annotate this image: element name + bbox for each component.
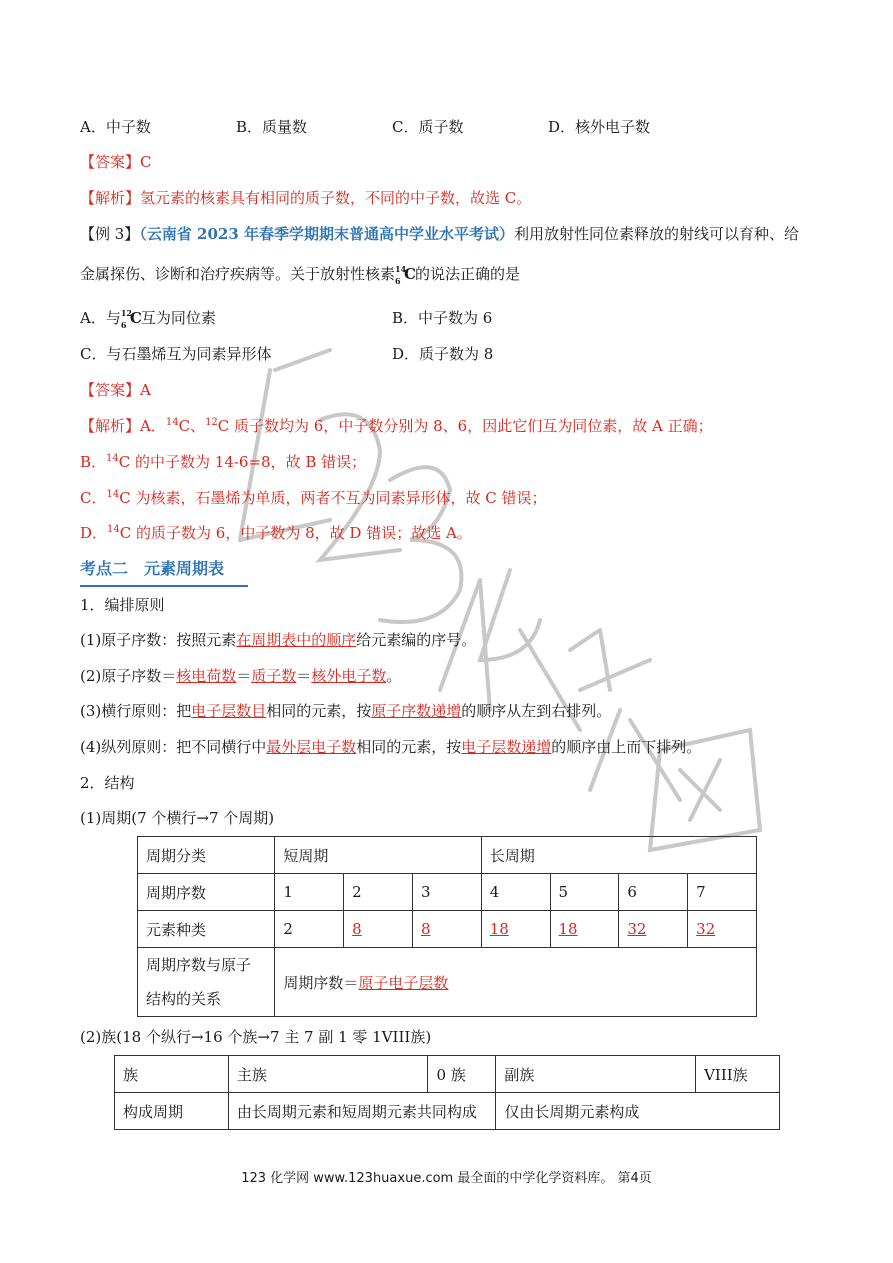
table-cell: 副族 bbox=[496, 1056, 696, 1093]
table-cell: 长周期 bbox=[481, 837, 756, 874]
prev-option-b: B．质量数 bbox=[236, 118, 308, 136]
table-cell: 周期分类 bbox=[138, 837, 275, 874]
period-caption: (1)周期(7 个横行→7 个周期) bbox=[80, 809, 275, 827]
table-cell: 18 bbox=[550, 911, 619, 948]
stem-text-b: 的说法正确的是 bbox=[415, 265, 521, 283]
page-footer: 123 化学网 www.123huaxue.com 最全面的中学化学资料库。 第4页 bbox=[241, 1171, 652, 1186]
period-table bbox=[137, 836, 757, 1017]
group-caption: (2)族(18 个纵行→16 个族→7 主 7 副 1 零 1VIII族) bbox=[80, 1028, 432, 1046]
table-cell: 1 bbox=[275, 874, 344, 911]
table-cell: 2 bbox=[275, 911, 344, 948]
table-cell: 仅由长周期元素构成 bbox=[496, 1093, 780, 1130]
answer-value: C bbox=[140, 153, 152, 171]
group-table bbox=[114, 1055, 780, 1130]
table-cell: 3 bbox=[412, 874, 481, 911]
table-cell: 构成周期 bbox=[115, 1093, 229, 1130]
prev-answer bbox=[80, 151, 152, 173]
table-cell: 32 bbox=[688, 911, 757, 948]
table-cell: VIII族 bbox=[696, 1056, 780, 1093]
prev-option-a: A．中子数 bbox=[80, 118, 151, 136]
table-row bbox=[115, 1056, 780, 1093]
example3-stem-line1 bbox=[80, 223, 799, 245]
table-cell: 6 bbox=[619, 874, 688, 911]
table-cell: 4 bbox=[481, 874, 550, 911]
prev-option-c: C．质子数 bbox=[392, 118, 464, 136]
example-source: （云南省 2023 年春季学期期末普通高中学业水平考试） bbox=[139, 225, 515, 243]
heading-2: 2．结构 bbox=[80, 774, 135, 792]
example3-option-a: A．与 12 6 C互为同位素 bbox=[80, 308, 216, 330]
example3-option-d: D．质子数为 8 bbox=[392, 345, 494, 363]
answer-label: 【答案】 bbox=[80, 153, 141, 171]
table-cell: 0 族 bbox=[428, 1056, 496, 1093]
prev-option-d: D．核外电子数 bbox=[548, 118, 651, 136]
rule-1: (1)原子序数：按照元素在周期表中的顺序给元素编的序号。 bbox=[80, 631, 477, 649]
table-cell: 元素种类 bbox=[138, 911, 275, 948]
example3-analysis-1: 【解析】A．$^{14}$C、$^{12}$C 质子数均为 6，中子数分别为 8、6，因此它们互为同位素，故 A 正确； bbox=[80, 417, 713, 435]
table-row bbox=[138, 837, 757, 874]
rule-4: (4)纵列原则：把不同横行中最外层电子数相同的元素，按电子层数递增的顺序由上而下排列。 bbox=[80, 738, 702, 756]
example3-analysis-2: B．$^{14}$C 的中子数为 14-6=8，故 B 错误； bbox=[80, 453, 367, 471]
table-cell: 由长周期元素和短周期元素共同构成 bbox=[228, 1093, 496, 1130]
table-row bbox=[138, 911, 757, 948]
table-cell: 2 bbox=[344, 874, 413, 911]
table-cell: 7 bbox=[688, 874, 757, 911]
example3-analysis-4: D．$^{14}$C 的质子数为 6，中子数为 8，故 D 错误；故选 A。 bbox=[80, 524, 472, 542]
table-cell: 8 bbox=[344, 911, 413, 948]
section-title: 考点二 元素周期表 bbox=[80, 559, 225, 578]
example3-answer: 【答案】A bbox=[80, 381, 151, 399]
watermark bbox=[180, 330, 800, 890]
table-cell: 5 bbox=[550, 874, 619, 911]
table-cell: 短周期 bbox=[275, 837, 481, 874]
table-row bbox=[138, 948, 757, 1017]
table-row bbox=[115, 1093, 780, 1130]
nuclide-c14: 14 6 C bbox=[395, 264, 416, 286]
table-cell: 18 bbox=[481, 911, 550, 948]
nuclide-c12: 12 6 C bbox=[120, 308, 142, 330]
example3-option-b: B．中子数为 6 bbox=[392, 309, 493, 327]
stem-text: 利用放射性同位素释放的射线可以育种、给 bbox=[514, 225, 800, 243]
table-cell: 周期序数 bbox=[138, 874, 275, 911]
example3-option-c: C．与石墨烯互为同素异形体 bbox=[80, 345, 272, 363]
table-cell: 周期序数＝原子电子层数 bbox=[275, 948, 757, 1017]
table-cell: 族 bbox=[115, 1056, 229, 1093]
rule-2: (2)原子序数＝核电荷数＝质子数＝核外电子数。 bbox=[80, 667, 402, 685]
table-cell: 周期序数与原子 结构的关系 bbox=[138, 948, 275, 1017]
section-title-underline bbox=[80, 585, 248, 587]
prev-analysis: 【解析】氢元素的核素具有相同的质子数，不同的中子数，故选 C。 bbox=[80, 189, 532, 207]
rule-3: (3)横行原则：把电子层数目相同的元素，按原子序数递增的顺序从左到右排列。 bbox=[80, 702, 612, 720]
example3-stem-line2 bbox=[80, 263, 520, 285]
table-cell: 8 bbox=[412, 911, 481, 948]
example3-analysis-3: C．$^{14}$C 为核素，石墨烯为单质，两者不互为同素异形体，故 C 错误； bbox=[80, 489, 547, 507]
table-cell: 32 bbox=[619, 911, 688, 948]
table-cell: 主族 bbox=[228, 1056, 428, 1093]
heading-1: 1．编排原则 bbox=[80, 596, 165, 614]
stem-text-a: 金属探伤、诊断和治疗疾病等。关于放射性核素 bbox=[80, 265, 396, 283]
example-tag: 【例 3】 bbox=[80, 225, 140, 243]
table-row bbox=[138, 874, 757, 911]
